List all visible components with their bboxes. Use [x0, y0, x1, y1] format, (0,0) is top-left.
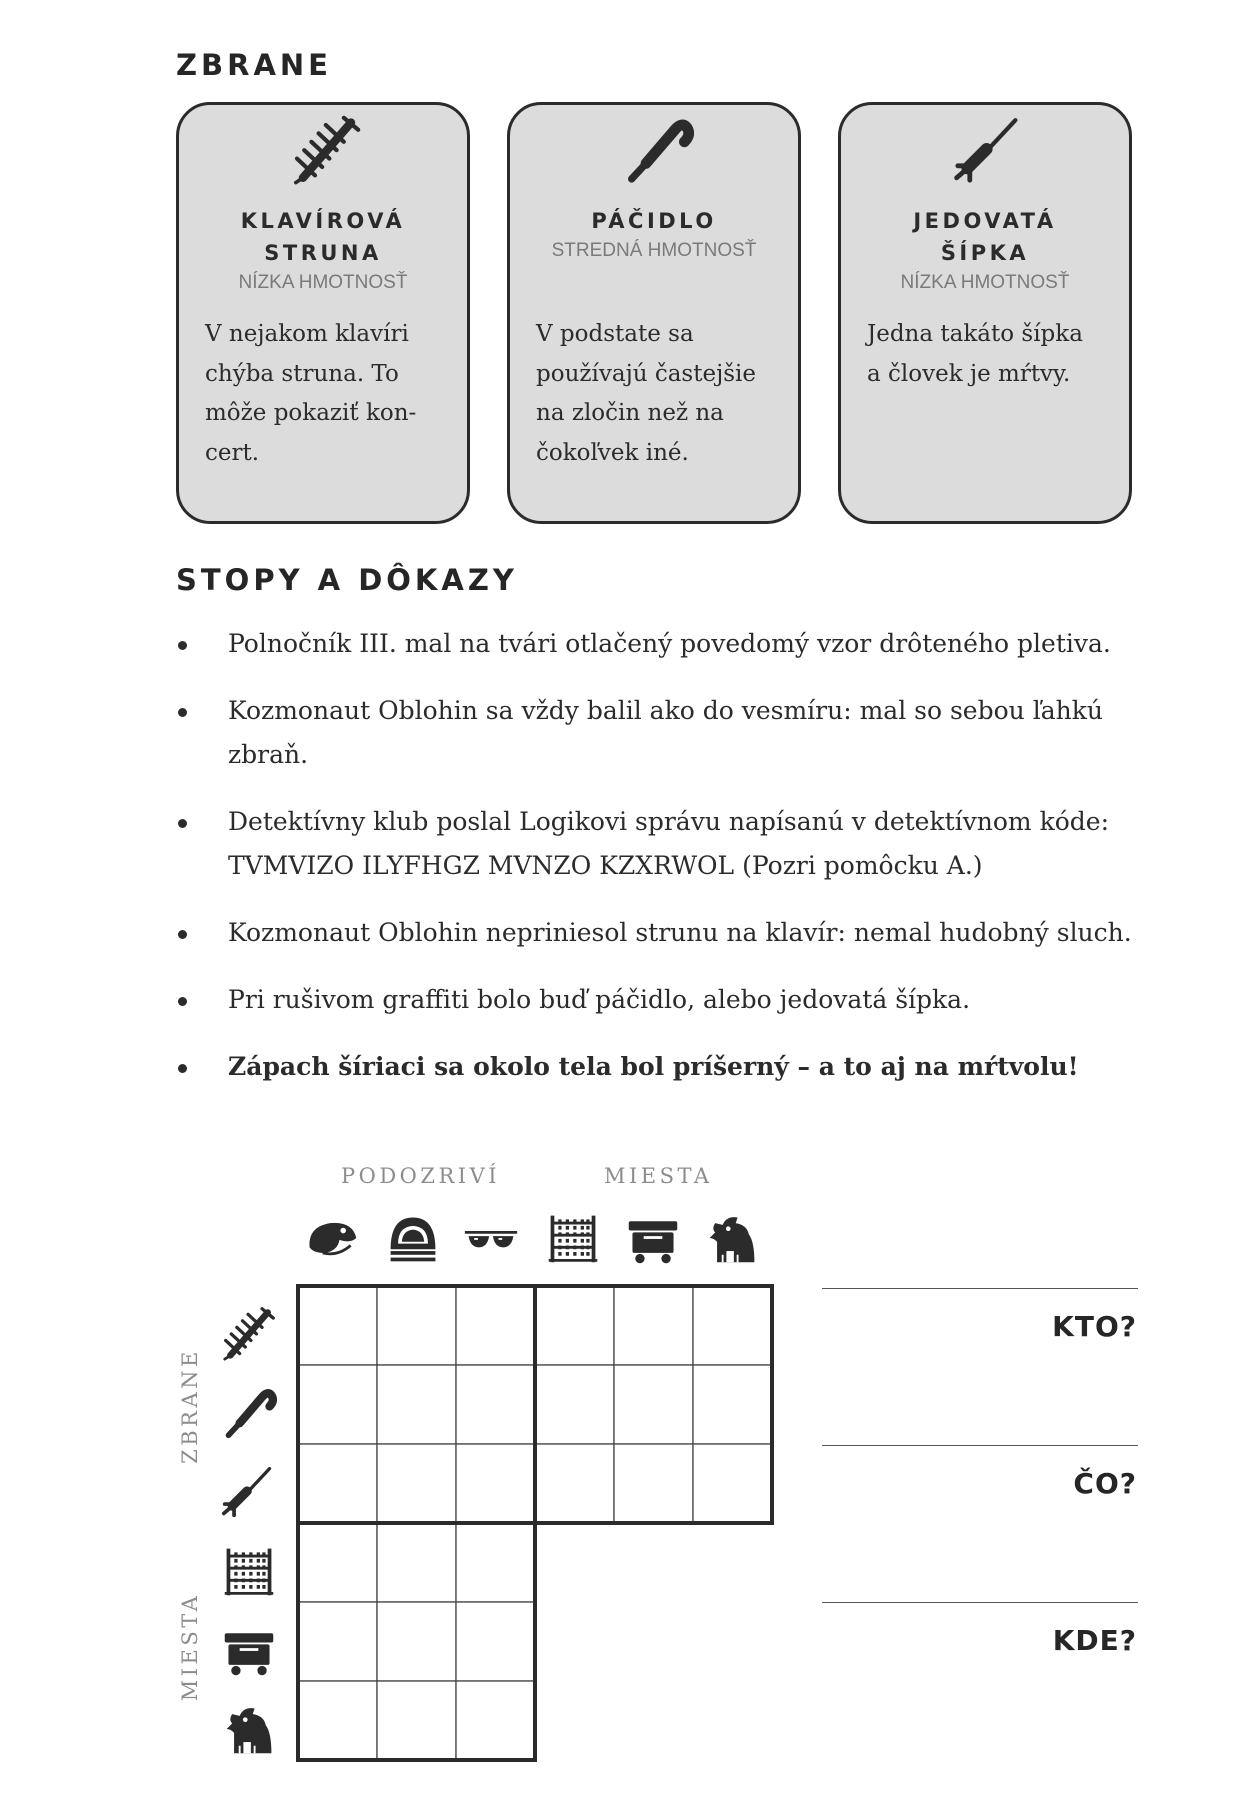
weapon-card-weight: NÍZKA HMOTNOSŤ — [900, 272, 1070, 293]
clue-item: Polnočník III. mal na tvári otlačený povedomý vzor drôteného pletiva. — [176, 622, 1186, 666]
grid-cell[interactable] — [535, 1286, 614, 1365]
grid-cell[interactable] — [535, 1365, 614, 1444]
weapon-card-name: PÁČIDLO STREDNÁ HMOTNOSŤ — [510, 205, 798, 265]
grid-cell[interactable] — [456, 1444, 535, 1523]
grid-cell[interactable] — [377, 1602, 456, 1681]
clues-section-title: STOPY A DÔKAZY — [176, 563, 518, 597]
grid-cell[interactable] — [377, 1365, 456, 1444]
row-header-places: MIESTA — [178, 1592, 202, 1702]
answer-label-where: KDE? — [1052, 1624, 1137, 1657]
weapon-card-weight: STREDNÁ HMOTNOSŤ — [551, 240, 757, 261]
answer-label-what: ČO? — [1073, 1467, 1137, 1500]
clue-item: Kozmonaut Oblohin sa vždy balil ako do vesmíru: mal so sebou ľahkú zbraň. — [176, 689, 1186, 777]
row-header-weapons: ZBRANE — [178, 1348, 202, 1464]
answer-label-who: KTO? — [1052, 1310, 1137, 1343]
weapons-section-title: ZBRANE — [176, 48, 332, 82]
clue-item: Zápach šíriaci sa okolo tela bol príšerný – a to aj na mŕtvolu! — [176, 1045, 1186, 1089]
weapon-card-description: V nejakom klavíri chýba struna. To môže pokaziť kon- cert. — [205, 321, 417, 466]
grid-cell[interactable] — [456, 1681, 535, 1760]
column-header-suspects: PODOZRIVÍ — [341, 1164, 501, 1188]
grid-cell[interactable] — [298, 1602, 377, 1681]
answer-line — [822, 1445, 1138, 1446]
grid-cell[interactable] — [614, 1286, 693, 1365]
grid-cell[interactable] — [298, 1681, 377, 1760]
grid-cell[interactable] — [298, 1523, 377, 1602]
weapon-card-description: Jedna takáto šípka a človek je mŕtvy. — [867, 321, 1083, 387]
weapon-card-name: KLAVÍROVÁ STRUNA NÍZKA HMOTNOSŤ — [179, 205, 467, 297]
grid-cell[interactable] — [693, 1444, 772, 1523]
grid-cell[interactable] — [298, 1286, 377, 1365]
grid-cell[interactable] — [456, 1286, 535, 1365]
grid-cell[interactable] — [377, 1523, 456, 1602]
weapon-card-name: JEDOVATÁ ŠÍPKA NÍZKA HMOTNOSŤ — [841, 205, 1129, 297]
grid-cell[interactable] — [377, 1681, 456, 1760]
clue-item: Detektívny klub poslal Logikovi správu napísanú v detektívnom kóde: TVMVIZO ILYFHGZ MVNZO KZXRWOL (Pozri pomôcku A.) — [176, 800, 1186, 888]
column-header-places: MIESTA — [604, 1164, 713, 1188]
grid-cell[interactable] — [614, 1365, 693, 1444]
grid-cell[interactable] — [535, 1444, 614, 1523]
grid-cell[interactable] — [298, 1444, 377, 1523]
grid-block-places-suspects — [298, 1523, 535, 1760]
grid-block-weapons-places — [535, 1286, 772, 1523]
clue-item: Pri rušivom graffiti bolo buď páčidlo, alebo jedovatá šípka. — [176, 978, 1186, 1022]
grid-cell[interactable] — [298, 1365, 377, 1444]
answer-line — [822, 1602, 1138, 1603]
answer-line — [822, 1288, 1138, 1289]
grid-cell[interactable] — [456, 1365, 535, 1444]
grid-cell[interactable] — [456, 1602, 535, 1681]
grid-cell[interactable] — [693, 1286, 772, 1365]
grid-cell[interactable] — [377, 1286, 456, 1365]
grid-cell[interactable] — [693, 1365, 772, 1444]
grid-block-weapons-suspects — [298, 1286, 535, 1523]
grid-cell[interactable] — [456, 1523, 535, 1602]
grid-cell[interactable] — [377, 1444, 456, 1523]
clue-item: Kozmonaut Oblohin nepriniesol strunu na klavír: nemal hudobný sluch. — [176, 911, 1186, 955]
weapon-card-description: V podstate sa používajú častejšie na zločin než na čokoľvek iné. — [536, 321, 756, 466]
weapon-card-weight: NÍZKA HMOTNOSŤ — [238, 272, 408, 293]
grid-cell[interactable] — [614, 1444, 693, 1523]
